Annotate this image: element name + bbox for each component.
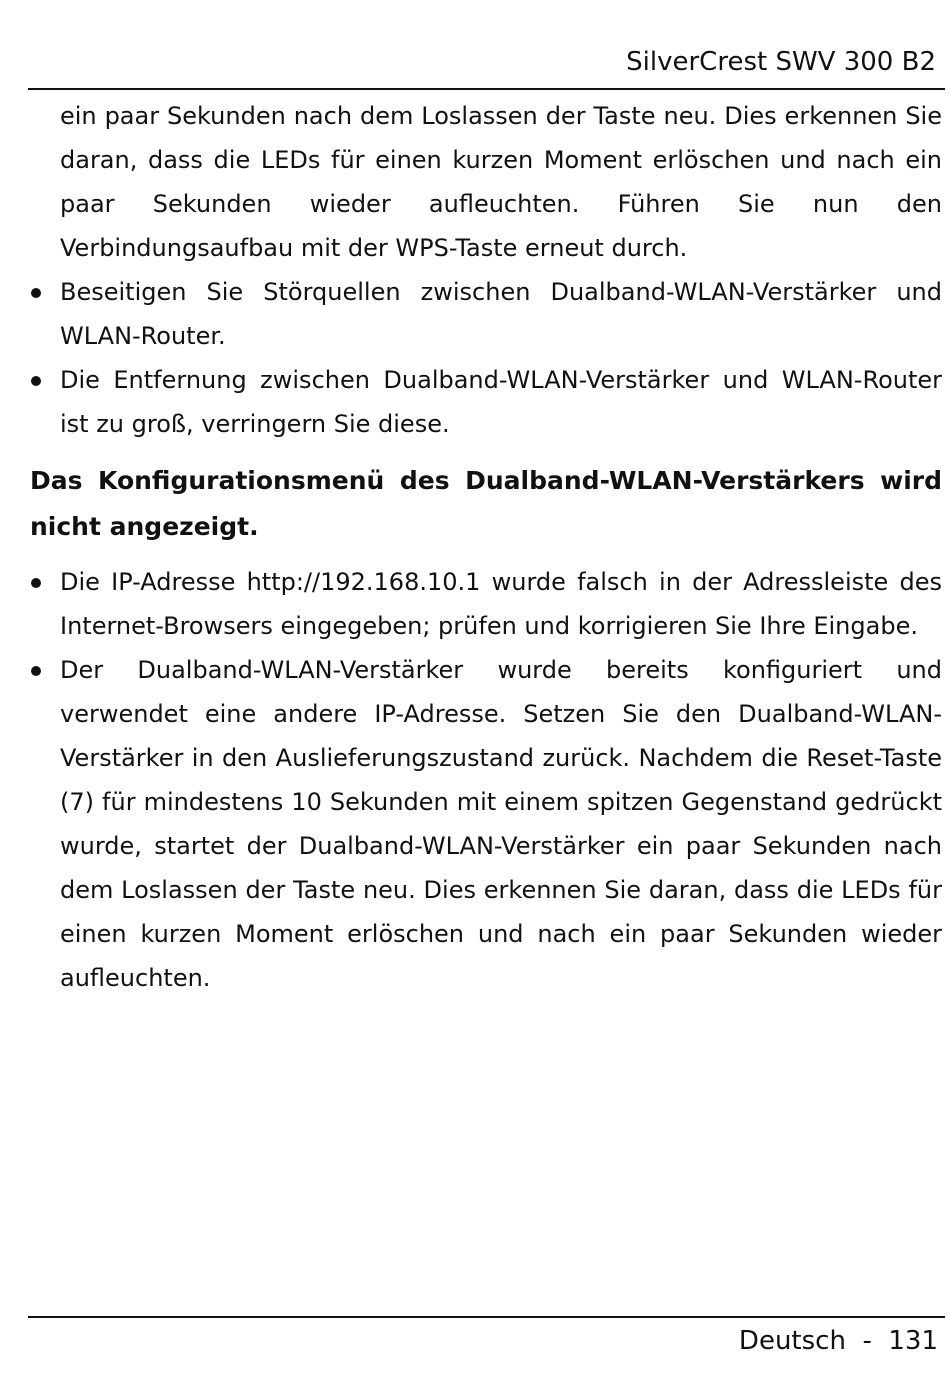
header-rule	[28, 88, 945, 90]
bullet-icon	[31, 288, 41, 298]
list-item-text: Die IP-Adresse http://192.168.10.1 wurde falsch in der Adressleiste des Internet-Browsers eingegeben; prüfen und korrigieren Sie Ihre Eingabe.	[60, 568, 942, 640]
page-content	[30, 94, 942, 1000]
bullet-icon	[31, 666, 41, 676]
footer-rule	[28, 1316, 945, 1318]
page-header-title: SilverCrest SWV 300 B2	[626, 47, 936, 77]
list-item-text: Die Entfernung zwischen Dualband-WLAN-Verstärker und WLAN-Router ist zu groß, verringern Sie diese.	[60, 366, 942, 438]
list-item-text: Beseitigen Sie Störquellen zwischen Dualband-WLAN-Verstärker und WLAN-Router.	[60, 278, 942, 350]
list-item	[30, 648, 942, 1000]
bullet-list-config-menu	[30, 560, 942, 1000]
list-item	[30, 270, 942, 358]
bullet-icon	[31, 376, 41, 386]
continuation-paragraph: ein paar Sekunden nach dem Loslassen der Taste neu. Dies erkennen Sie daran, dass die LEDs für einen kurzen Moment erlöschen und nach ein paar Sekunden wieder aufleuchten. Führen Sie nun den Verbindungsaufbau mit der WPS-Taste erneut durch.	[60, 102, 942, 262]
bullet-icon	[31, 578, 41, 588]
page-footer-label: Deutsch - 131	[738, 1326, 938, 1356]
section-heading: Das Konfigurationsmenü des Dualband-WLAN-Verstärkers wird nicht angezeigt.	[30, 466, 942, 541]
list-item-text: Der Dualband-WLAN-Verstärker wurde bereits konfiguriert und verwendet eine andere IP-Adresse. Setzen Sie den Dualband-WLAN-Verstärker in den Auslieferungszustand zurück. Nachdem die Reset-Taste (7) für mindestens 10 Sekunden mit einem spitzen Gegenstand gedrückt wurde, startet der Dualband-WLAN-Verstärker ein paar Sekunden nach dem Loslassen der Taste neu. Dies erkennen Sie daran, dass die LEDs für einen kurzen Moment erlöschen und nach ein paar Sekunden wieder aufleuchten.	[60, 656, 942, 992]
list-item	[30, 560, 942, 648]
list-item	[30, 358, 942, 446]
bullet-list-causes	[30, 270, 942, 446]
